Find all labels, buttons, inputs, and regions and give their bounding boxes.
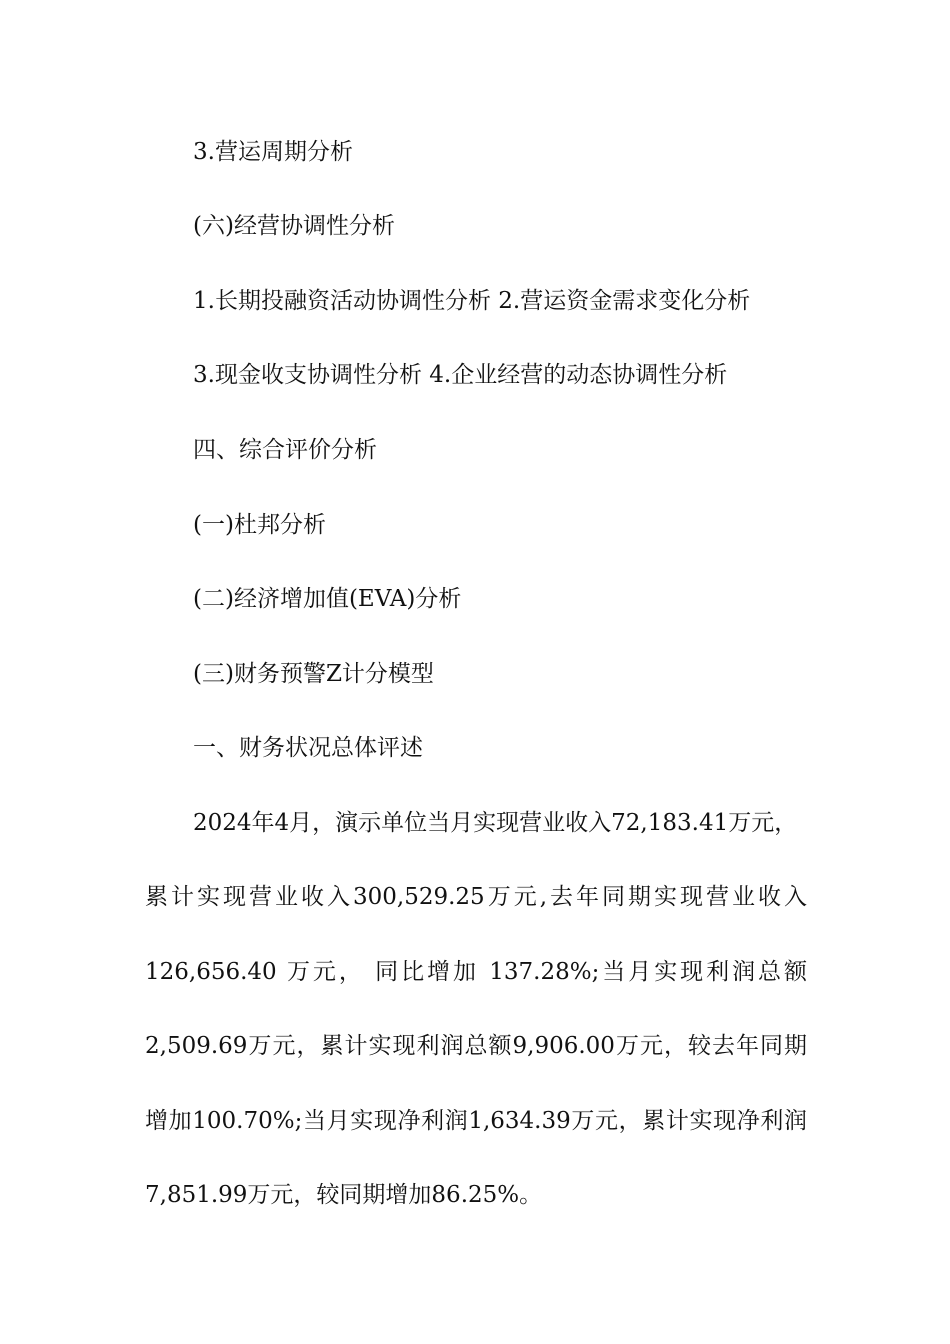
outline-item-coordination-analysis: (六)经营协调性分析 xyxy=(193,213,395,239)
paragraph-line-2: 累计实现营业收入300,529.25万元,去年同期实现营业收入 xyxy=(145,884,807,910)
paragraph-line-1: 2024年4月，演示单位当月实现营业收入72,183.41万元， xyxy=(193,810,798,836)
section-heading-financial-overview: 一、财务状况总体评述 xyxy=(193,735,423,761)
outline-heading-comprehensive-evaluation: 四、综合评价分析 xyxy=(193,437,377,463)
outline-item-investment-and-working-capital: 1.长期投融资活动协调性分析 2.营运资金需求变化分析 xyxy=(193,288,751,314)
outline-item-cash-and-dynamic-coordination: 3.现金收支协调性分析 4.企业经营的动态协调性分析 xyxy=(193,362,728,388)
paragraph-line-6: 7,851.99万元，较同期增加86.25%。 xyxy=(145,1182,543,1208)
outline-item-eva-analysis: (二)经济增加值(EVA)分析 xyxy=(193,586,462,612)
outline-item-z-score-model: (三)财务预警Z计分模型 xyxy=(193,661,434,687)
paragraph-line-5: 增加100.70%;当月实现净利润1,634.39万元，累计实现净利润 xyxy=(145,1108,807,1134)
outline-item-dupont-analysis: (一)杜邦分析 xyxy=(193,512,326,538)
outline-item-operating-cycle: 3.营运周期分析 xyxy=(193,139,353,165)
paragraph-line-4: 2,509.69万元，累计实现利润总额9,906.00万元，较去年同期 xyxy=(145,1033,807,1059)
paragraph-line-3: 126,656.40 万元， 同比增加 137.28%;当月实现利润总额 xyxy=(145,959,807,985)
